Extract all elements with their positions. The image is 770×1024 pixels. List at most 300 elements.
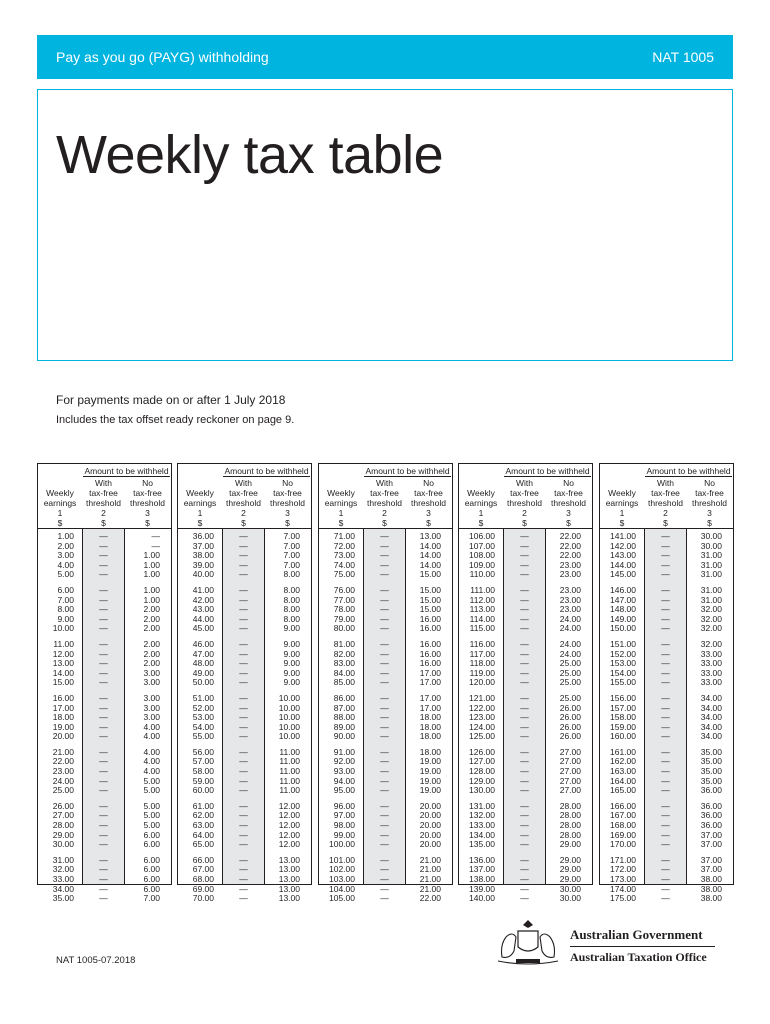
header-line: $ <box>57 518 63 528</box>
with-threshold-cell: — <box>661 874 670 884</box>
earnings-cell: 84.00 <box>333 667 355 678</box>
header-line: 3 <box>566 508 571 518</box>
no-threshold-cell: 33.00 <box>700 667 722 678</box>
header-line: 1 <box>57 508 63 518</box>
with-threshold-cell: — <box>99 829 108 840</box>
header-line: threshold <box>507 498 542 508</box>
title-box <box>37 89 733 361</box>
header-line: $ <box>241 518 246 528</box>
with-threshold-cell: — <box>661 540 670 551</box>
no-threshold-cell: 13.00 <box>278 874 300 884</box>
earnings-cell: 93.00 <box>333 766 355 777</box>
header-line: No <box>282 478 293 488</box>
tax-table-4 <box>458 463 593 904</box>
with-threshold-cell: — <box>520 893 529 904</box>
with-threshold-cell: — <box>661 613 670 624</box>
earnings-cell: 67.00 <box>192 864 214 875</box>
with-threshold-cell: — <box>99 785 108 796</box>
no-threshold-cell: 32.00 <box>700 613 722 624</box>
with-threshold-header <box>645 478 686 528</box>
with-threshold-cell: — <box>520 800 529 811</box>
header-line: earnings <box>464 498 498 508</box>
with-threshold-cell: — <box>661 810 670 821</box>
header-line: $ <box>663 518 668 528</box>
tax-table-5 <box>599 463 734 904</box>
earnings-cell: 52.00 <box>192 702 214 713</box>
with-threshold-cell: — <box>99 746 108 757</box>
earnings-cell: 25.00 <box>52 785 74 796</box>
earnings-cell: 17.00 <box>52 702 74 713</box>
with-threshold-cell: — <box>380 702 389 713</box>
earnings-cell: 48.00 <box>192 658 214 669</box>
header-line: With <box>516 478 533 488</box>
earnings-cell: 154.00 <box>610 667 636 678</box>
no-threshold-cell: 2.00 <box>143 613 160 624</box>
earnings-cell: 35.00 <box>52 893 74 904</box>
no-threshold-cell: 8.00 <box>283 569 300 580</box>
no-threshold-cell: 4.00 <box>143 766 160 777</box>
no-threshold-cell: 2.00 <box>143 658 160 669</box>
table-row <box>459 678 592 688</box>
no-threshold-cell: 33.00 <box>700 658 722 669</box>
with-threshold-cell: — <box>380 677 389 688</box>
with-threshold-cell: — <box>99 667 108 678</box>
earnings-cell: 109.00 <box>469 559 495 570</box>
no-threshold-cell: 3.00 <box>143 712 160 723</box>
header-line: Weekly <box>608 488 636 498</box>
earnings-cell: 150.00 <box>610 623 636 634</box>
with-threshold-cell: — <box>99 531 108 541</box>
header-line: 2 <box>101 508 106 518</box>
header-line: $ <box>285 518 290 528</box>
no-threshold-cell: 29.00 <box>559 839 581 850</box>
earnings-cell: 26.00 <box>52 800 74 811</box>
with-threshold-cell: — <box>380 874 389 884</box>
no-threshold-cell: 21.00 <box>419 864 441 875</box>
earnings-cell: 161.00 <box>610 746 636 757</box>
earnings-cell: 4.00 <box>57 559 74 570</box>
no-threshold-cell: 36.00 <box>700 800 722 811</box>
header-line: $ <box>197 518 203 528</box>
header-divider <box>459 528 592 529</box>
no-threshold-cell: 32.00 <box>700 623 722 634</box>
table-body <box>319 532 452 904</box>
earnings-cell: 60.00 <box>192 785 214 796</box>
agency-name: Australian Taxation Office <box>570 950 707 964</box>
no-threshold-cell: 17.00 <box>419 677 441 688</box>
no-threshold-cell: 10.00 <box>278 712 300 723</box>
no-threshold-cell: 10.00 <box>278 692 300 703</box>
no-threshold-cell: 11.00 <box>279 756 300 767</box>
no-threshold-cell: 12.00 <box>278 839 300 850</box>
no-threshold-cell: 28.00 <box>559 829 581 840</box>
no-threshold-cell: 2.00 <box>143 604 160 615</box>
header-line: $ <box>522 518 527 528</box>
with-threshold-cell: — <box>520 820 529 831</box>
amount-withheld-header: Amount to be withheld <box>84 466 169 476</box>
no-threshold-cell: 12.00 <box>278 800 300 811</box>
with-threshold-cell: — <box>661 756 670 767</box>
with-threshold-cell: — <box>380 667 389 678</box>
no-threshold-cell: 32.00 <box>700 638 722 649</box>
header-line: With <box>376 478 393 488</box>
with-threshold-cell: — <box>239 839 248 850</box>
earnings-cell: 56.00 <box>192 746 214 757</box>
earnings-cell: 174.00 <box>610 883 636 894</box>
with-threshold-cell: — <box>661 604 670 615</box>
earnings-cell: 148.00 <box>610 604 636 615</box>
earnings-cell: 103.00 <box>329 874 355 884</box>
table-row <box>178 732 311 742</box>
no-threshold-cell: 28.00 <box>559 810 581 821</box>
with-threshold-cell: — <box>520 721 529 732</box>
header-line: threshold <box>270 498 305 508</box>
no-threshold-cell: 24.00 <box>559 638 581 649</box>
header-divider <box>319 528 452 529</box>
no-threshold-cell: 1.00 <box>143 594 160 605</box>
no-threshold-cell: 11.00 <box>279 766 300 777</box>
with-threshold-cell: — <box>520 874 529 884</box>
no-threshold-cell: 20.00 <box>419 810 441 821</box>
earnings-cell: 68.00 <box>192 874 214 884</box>
earnings-cell: 9.00 <box>57 613 74 624</box>
with-threshold-cell: — <box>380 712 389 723</box>
no-threshold-cell: 16.00 <box>419 658 441 669</box>
with-threshold-cell: — <box>661 829 670 840</box>
earnings-cell: 160.00 <box>610 731 636 742</box>
with-threshold-cell: — <box>239 692 248 703</box>
with-threshold-cell: — <box>661 550 670 561</box>
earnings-cell: 24.00 <box>52 775 74 786</box>
earnings-cell: 76.00 <box>333 584 355 595</box>
with-threshold-cell: — <box>99 658 108 669</box>
no-threshold-cell: 9.00 <box>283 677 300 688</box>
earnings-cell: 63.00 <box>192 820 214 831</box>
with-threshold-cell: — <box>520 559 529 570</box>
no-threshold-cell: 13.00 <box>419 531 441 541</box>
earnings-cell: 152.00 <box>610 648 636 659</box>
no-threshold-cell: 38.00 <box>700 883 722 894</box>
header-line: $ <box>145 518 150 528</box>
no-threshold-cell: 14.00 <box>419 559 441 570</box>
header-line: tax-free <box>695 488 724 498</box>
earnings-cell: 83.00 <box>333 658 355 669</box>
earnings-cell: 147.00 <box>610 594 636 605</box>
no-threshold-cell: 15.00 <box>419 569 441 580</box>
with-threshold-cell: — <box>99 756 108 767</box>
no-threshold-cell: 2.00 <box>143 623 160 634</box>
earnings-cell: 113.00 <box>469 604 495 615</box>
no-threshold-cell: 15.00 <box>419 604 441 615</box>
with-threshold-cell: — <box>99 721 108 732</box>
no-threshold-cell: 15.00 <box>419 594 441 605</box>
no-threshold-cell: 26.00 <box>559 712 581 723</box>
table-row <box>319 894 452 904</box>
header-line: threshold <box>648 498 683 508</box>
no-threshold-cell: 19.00 <box>419 766 441 777</box>
earnings-cell: 8.00 <box>57 604 74 615</box>
table-row <box>178 624 311 634</box>
table-row <box>600 840 733 850</box>
with-threshold-cell: — <box>661 677 670 688</box>
no-threshold-header <box>125 478 170 528</box>
with-threshold-cell: — <box>239 874 248 884</box>
earnings-cell: 31.00 <box>52 854 74 865</box>
earnings-cell: 37.00 <box>192 540 214 551</box>
with-threshold-cell: — <box>661 864 670 875</box>
header-band <box>37 35 733 79</box>
with-threshold-cell: — <box>520 584 529 595</box>
no-threshold-cell: 36.00 <box>700 785 722 796</box>
with-threshold-cell: — <box>380 540 389 551</box>
with-threshold-cell: — <box>520 658 529 669</box>
no-threshold-cell: 23.00 <box>559 559 581 570</box>
no-threshold-cell: 4.00 <box>143 731 160 742</box>
no-threshold-cell: 27.00 <box>559 756 581 767</box>
header-line: 2 <box>241 508 246 518</box>
no-threshold-cell: 29.00 <box>559 864 581 875</box>
header-line: threshold <box>86 498 121 508</box>
earnings-cell: 140.00 <box>469 893 495 904</box>
with-threshold-cell: — <box>661 893 670 904</box>
earnings-cell: 23.00 <box>52 766 74 777</box>
no-threshold-cell: 37.00 <box>700 829 722 840</box>
header-line: threshold <box>226 498 261 508</box>
with-threshold-cell: — <box>239 820 248 831</box>
no-threshold-cell: 34.00 <box>700 702 722 713</box>
no-threshold-cell: 9.00 <box>283 638 300 649</box>
no-threshold-cell: 30.00 <box>559 893 581 904</box>
table-row <box>319 786 452 796</box>
earnings-cell: 125.00 <box>469 731 495 742</box>
no-threshold-cell: 23.00 <box>559 569 581 580</box>
no-threshold-cell: 6.00 <box>143 829 160 840</box>
earnings-cell: 118.00 <box>469 658 495 669</box>
earnings-cell: 116.00 <box>469 638 495 649</box>
earnings-cell: 32.00 <box>52 864 74 875</box>
table-row <box>38 894 171 904</box>
earnings-cell: 108.00 <box>469 550 495 561</box>
no-threshold-cell: 3.00 <box>143 692 160 703</box>
earnings-cell: 163.00 <box>610 766 636 777</box>
no-threshold-cell: 26.00 <box>559 731 581 742</box>
header-line: Weekly <box>186 488 214 498</box>
earnings-cell: 62.00 <box>192 810 214 821</box>
with-threshold-cell: — <box>520 746 529 757</box>
earnings-cell: 138.00 <box>469 874 495 884</box>
no-threshold-cell: 19.00 <box>419 775 441 786</box>
with-threshold-cell: — <box>99 839 108 850</box>
header-line: Weekly <box>327 488 355 498</box>
table-row <box>600 624 733 634</box>
no-threshold-cell: 22.00 <box>559 540 581 551</box>
earnings-cell: 61.00 <box>192 800 214 811</box>
coat-of-arms-icon <box>492 917 564 967</box>
tax-table-3 <box>318 463 453 904</box>
government-name: Australian Government <box>570 927 703 942</box>
earnings-cell: 12.00 <box>52 648 74 659</box>
earnings-cell: 74.00 <box>333 559 355 570</box>
header-line: 1 <box>338 508 344 518</box>
earnings-cell: 70.00 <box>192 893 214 904</box>
with-threshold-cell: — <box>99 702 108 713</box>
table-body <box>38 532 171 904</box>
with-threshold-cell: — <box>99 864 108 875</box>
earnings-cell: 127.00 <box>469 756 495 767</box>
no-threshold-cell: 20.00 <box>419 800 441 811</box>
with-threshold-cell: — <box>239 829 248 840</box>
no-threshold-cell: 5.00 <box>143 775 160 786</box>
with-threshold-cell: — <box>520 810 529 821</box>
with-threshold-cell: — <box>239 531 248 541</box>
no-threshold-cell: 10.00 <box>278 731 300 742</box>
no-threshold-header <box>406 478 451 528</box>
no-threshold-cell: 23.00 <box>559 594 581 605</box>
includes-note: Includes the tax offset ready reckoner on page 9. <box>56 414 295 426</box>
earnings-cell: 143.00 <box>610 550 636 561</box>
with-threshold-cell: — <box>239 623 248 634</box>
earnings-cell: 15.00 <box>52 677 74 688</box>
header-line: tax-free <box>370 488 399 498</box>
with-threshold-cell: — <box>520 766 529 777</box>
no-threshold-cell: 32.00 <box>700 604 722 615</box>
earnings-cell: 53.00 <box>192 712 214 723</box>
earnings-cell: 69.00 <box>192 883 214 894</box>
header-line: tax-free <box>273 488 302 498</box>
with-threshold-cell: — <box>520 775 529 786</box>
earnings-cell: 22.00 <box>52 756 74 767</box>
no-threshold-cell: 13.00 <box>278 864 300 875</box>
with-threshold-cell: — <box>661 638 670 649</box>
no-threshold-cell: 27.00 <box>559 785 581 796</box>
header-line: 3 <box>426 508 431 518</box>
tax-table-1 <box>37 463 172 904</box>
earnings-cell: 146.00 <box>610 584 636 595</box>
with-threshold-cell: — <box>99 731 108 742</box>
with-threshold-cell: — <box>99 550 108 561</box>
with-threshold-cell: — <box>661 692 670 703</box>
with-threshold-cell: — <box>520 854 529 865</box>
no-threshold-cell: 11.00 <box>279 785 300 796</box>
earnings-cell: 90.00 <box>333 731 355 742</box>
with-threshold-cell: — <box>239 677 248 688</box>
with-threshold-cell: — <box>380 800 389 811</box>
earnings-cell: 89.00 <box>333 721 355 732</box>
earnings-cell: 169.00 <box>610 829 636 840</box>
table-row <box>319 624 452 634</box>
no-threshold-cell: 34.00 <box>700 731 722 742</box>
earnings-cell: 65.00 <box>192 839 214 850</box>
with-threshold-cell: — <box>520 623 529 634</box>
no-threshold-cell: 25.00 <box>559 677 581 688</box>
with-threshold-cell: — <box>380 829 389 840</box>
earnings-cell: 131.00 <box>469 800 495 811</box>
no-threshold-cell: 27.00 <box>559 766 581 777</box>
no-threshold-cell: 16.00 <box>419 648 441 659</box>
table-row <box>178 570 311 580</box>
with-threshold-cell: — <box>239 864 248 875</box>
with-threshold-cell: — <box>380 721 389 732</box>
earnings-cell: 1.00 <box>57 531 74 541</box>
no-threshold-cell: 25.00 <box>559 658 581 669</box>
header-line: $ <box>478 518 484 528</box>
no-threshold-cell: 18.00 <box>419 731 441 742</box>
with-threshold-cell: — <box>239 731 248 742</box>
with-threshold-cell: — <box>239 604 248 615</box>
no-threshold-cell: 22.00 <box>559 550 581 561</box>
earnings-cell: 79.00 <box>333 613 355 624</box>
earnings-cell: 94.00 <box>333 775 355 786</box>
earnings-cell: 130.00 <box>469 785 495 796</box>
with-threshold-cell: — <box>99 692 108 703</box>
with-threshold-cell: — <box>520 677 529 688</box>
no-threshold-cell: 4.00 <box>143 721 160 732</box>
no-threshold-cell: 6.00 <box>143 874 160 884</box>
with-threshold-cell: — <box>520 731 529 742</box>
table-row <box>38 624 171 634</box>
no-threshold-cell: 4.00 <box>143 746 160 757</box>
table-row <box>600 678 733 688</box>
with-threshold-cell: — <box>99 800 108 811</box>
earnings-cell: 142.00 <box>610 540 636 551</box>
earnings-cell: 73.00 <box>333 550 355 561</box>
weekly-earnings-header <box>178 488 222 528</box>
earnings-cell: 159.00 <box>610 721 636 732</box>
with-threshold-cell: — <box>520 839 529 850</box>
with-threshold-cell: — <box>661 702 670 713</box>
no-threshold-cell: 30.00 <box>700 540 722 551</box>
earnings-cell: 91.00 <box>333 746 355 757</box>
earnings-cell: 34.00 <box>52 883 74 894</box>
header-line: tax-free <box>229 488 258 498</box>
no-threshold-cell: 1.00 <box>143 550 160 561</box>
no-threshold-cell: 26.00 <box>559 702 581 713</box>
header-line: Weekly <box>467 488 495 498</box>
earnings-cell: 173.00 <box>610 874 636 884</box>
earnings-cell: 135.00 <box>469 839 495 850</box>
header-line: With <box>657 478 674 488</box>
earnings-cell: 151.00 <box>610 638 636 649</box>
no-threshold-cell: 21.00 <box>419 854 441 865</box>
no-threshold-cell: 13.00 <box>278 883 300 894</box>
amount-withheld-header: Amount to be withheld <box>646 466 731 476</box>
header-line: With <box>95 478 112 488</box>
no-threshold-cell: 2.00 <box>143 648 160 659</box>
header-line: $ <box>566 518 571 528</box>
no-threshold-cell: 9.00 <box>283 623 300 634</box>
no-threshold-cell: 35.00 <box>700 766 722 777</box>
no-threshold-cell: 23.00 <box>559 604 581 615</box>
no-threshold-cell: 5.00 <box>143 785 160 796</box>
no-threshold-cell: 17.00 <box>419 702 441 713</box>
no-threshold-cell: 8.00 <box>283 613 300 624</box>
with-threshold-cell: — <box>380 594 389 605</box>
no-threshold-cell: 33.00 <box>700 648 722 659</box>
earnings-cell: 30.00 <box>52 839 74 850</box>
with-threshold-cell: — <box>239 613 248 624</box>
with-threshold-cell: — <box>99 810 108 821</box>
earnings-cell: 136.00 <box>469 854 495 865</box>
no-threshold-cell: 5.00 <box>143 810 160 821</box>
no-threshold-cell: 25.00 <box>559 692 581 703</box>
no-threshold-cell: 38.00 <box>700 893 722 904</box>
with-threshold-cell: — <box>99 569 108 580</box>
header-line: earnings <box>324 498 358 508</box>
earnings-cell: 75.00 <box>333 569 355 580</box>
no-threshold-cell: 20.00 <box>419 839 441 850</box>
earnings-cell: 144.00 <box>610 559 636 570</box>
with-threshold-cell: — <box>380 623 389 634</box>
